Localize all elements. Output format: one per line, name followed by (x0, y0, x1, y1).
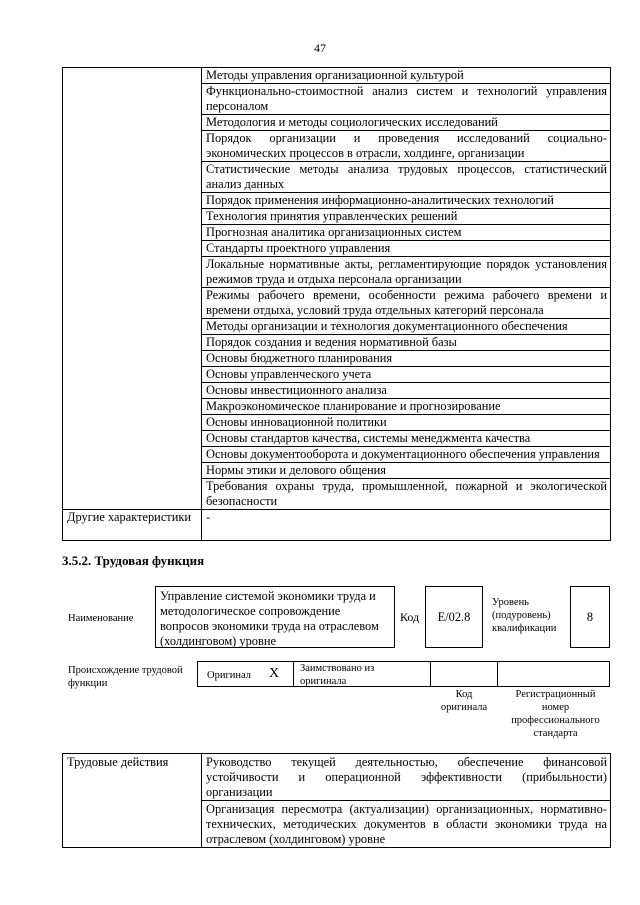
code-original-cell (430, 661, 498, 687)
action-item: Организация пересмотра (актуализации) организационных, нормативно-технических, методических документов в области экономики труда на отраслевом (холдинговом) уровне (202, 801, 611, 848)
knowledge-item: Режимы рабочего времени, особенности режима рабочего времени и времени отдыха, условий труда отдельных категорий персонала (202, 288, 611, 319)
function-name-value: Управление системой экономики труда и методологическое сопровождение вопросов экономики труда на отраслевом (холдинговом) уровне (160, 589, 379, 648)
level-value-box (570, 586, 610, 648)
knowledge-item: Макроэкономическое планирование и прогнозирование (202, 399, 611, 415)
knowledge-item: Стандарты проектного управления (202, 241, 611, 257)
origin-label: Происхождение трудовой функции (68, 665, 183, 689)
borrowed-cell (293, 661, 431, 687)
level-label: Уровень (подуровень) квалификации (492, 597, 557, 634)
code-value-box (425, 586, 483, 648)
code-value: E/02.8 (437, 609, 471, 624)
knowledge-table (62, 67, 611, 541)
original-cell (197, 661, 294, 687)
reg-number-caption: Регистрационный номер профессионального стандарта (511, 689, 600, 739)
knowledge-item: Методы организации и технология документационного обеспечения (202, 319, 611, 335)
knowledge-row (63, 68, 611, 84)
original-mark: X (269, 666, 280, 681)
other-characteristics-value: - (202, 510, 611, 541)
borrowed-label: Заимствовано из оригинала (300, 663, 375, 687)
knowledge-item: Статистические методы анализа трудовых процессов, статистический анализ данных (202, 162, 611, 193)
code-label: Код (400, 610, 420, 624)
knowledge-item: Требования охраны труда, промышленной, пожарной и экологической безопасности (202, 479, 611, 510)
knowledge-label-cell (63, 68, 202, 510)
action-item: Руководство текущей деятельностью, обеспечение финансовой устойчивости и операционной эффективности (прибыльности) организации (202, 754, 611, 801)
knowledge-item: Порядок создания и ведения нормативной базы (202, 335, 611, 351)
knowledge-item: Основы управленческого учета (202, 367, 611, 383)
knowledge-item: Основы инновационной политики (202, 415, 611, 431)
knowledge-item: Основы документооборота и документационного обеспечения управления (202, 447, 611, 463)
knowledge-item: Функционально-стоимостной анализ систем и технологий управления персоналом (202, 84, 611, 115)
knowledge-item: Локальные нормативные акты, регламентирующие порядок установления режимов труда и отдыха персонала организации (202, 257, 611, 288)
other-characteristics-row (63, 510, 611, 541)
knowledge-item: Основы инвестиционного анализа (202, 383, 611, 399)
page-number: 47 (314, 41, 326, 55)
knowledge-item: Основы бюджетного планирования (202, 351, 611, 367)
knowledge-item: Порядок применения информационно-аналитических технологий (202, 193, 611, 209)
knowledge-item: Методология и методы социологических исследований (202, 115, 611, 131)
knowledge-item: Порядок организации и проведения исследований социально-экономических процессов в отрасли, холдинге, организации (202, 131, 611, 162)
original-label: Оригинал (207, 670, 251, 681)
other-characteristics-label: Другие характеристики (63, 510, 202, 541)
knowledge-item: Нормы этики и делового общения (202, 463, 611, 479)
function-name-box (155, 586, 395, 648)
knowledge-item: Прогнозная аналитика организационных систем (202, 225, 611, 241)
reg-number-cell (497, 661, 610, 687)
knowledge-item: Методы управления организационной культурой (202, 68, 611, 84)
knowledge-item: Основы стандартов качества, системы менеджмента качества (202, 431, 611, 447)
code-original-caption: Код оригинала (440, 689, 488, 713)
actions-label: Трудовые действия (63, 754, 202, 848)
action-row (63, 754, 611, 801)
actions-table (62, 753, 611, 848)
name-label: Наименование (68, 613, 134, 624)
section-heading: 3.5.2. Трудовая функция (62, 553, 205, 568)
level-value: 8 (586, 609, 594, 624)
knowledge-item: Технология принятия управленческих решений (202, 209, 611, 225)
